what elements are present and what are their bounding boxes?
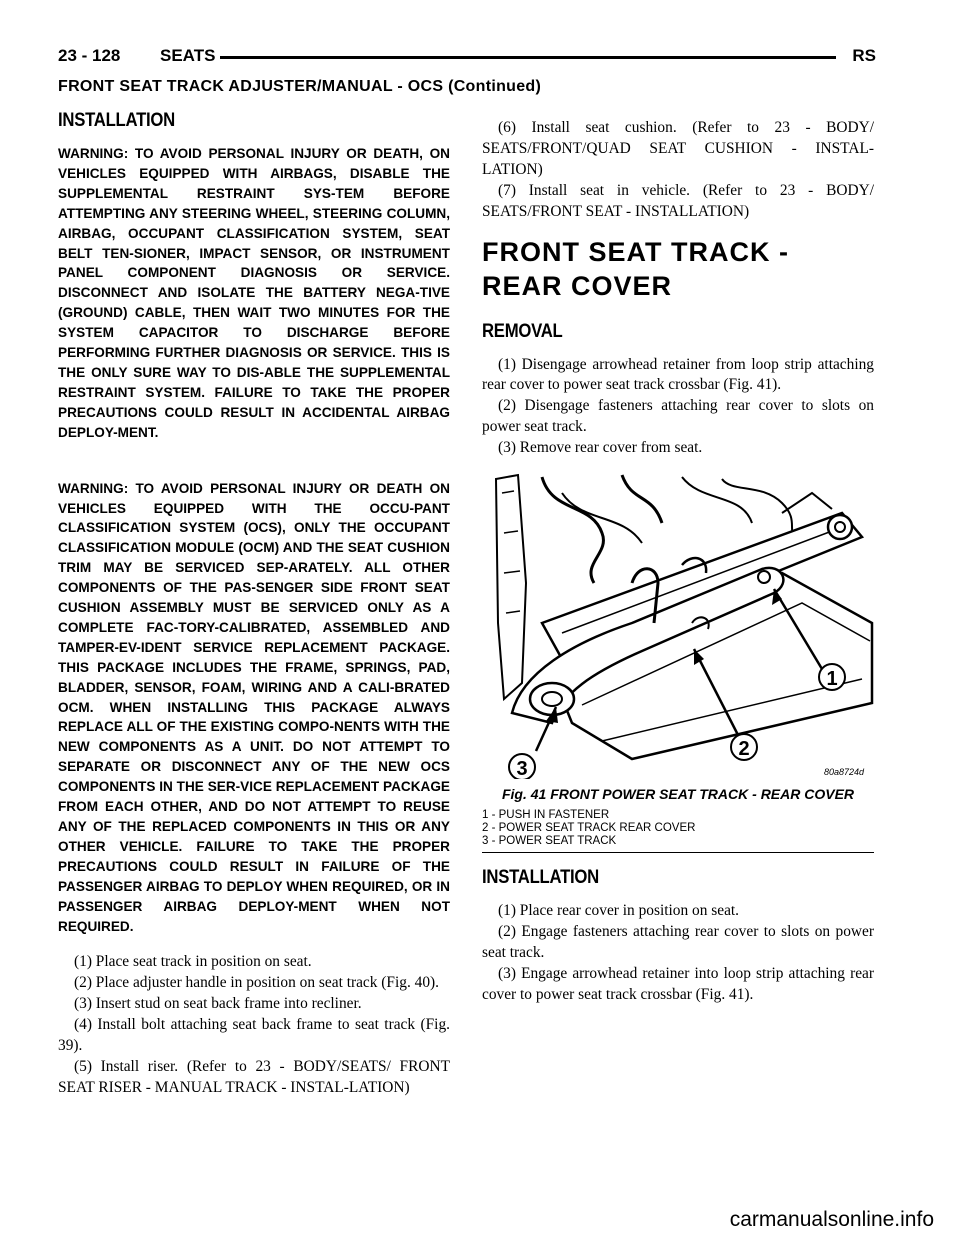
continued-title: FRONT SEAT TRACK ADJUSTER/MANUAL - OCS (Continued) xyxy=(58,78,542,95)
warning-airbag: WARNING: TO AVOID PERSONAL INJURY OR DEATH, ON VEHICLES EQUIPPED WITH AIRBAGS, DISABLE THE SUPPLEMENTAL RESTRAINT SYS-TEM BEFORE ATTEMPTING ANY STEERING WHEEL, STEERING COLUMN, AIRBAG, OCCUPANT CLASSIFICATION SYSTEM, SEAT BELT TEN-SIONER, IMPACT SENSOR, OR INSTRUMENT PANEL COMPONENT DIAGNOSIS OR SERVICE. DISCONNECT AND ISOLATE THE BATTERY NEGA-TIVE (GROUND) CABLE, THEN WAIT TWO MINUTES FOR THE SYSTEM CAPACITOR TO DISCHARGE BEFORE PERFORMING FURTHER DIAGNOSIS OR SERVICE. THIS IS THE ONLY SURE WAY TO DIS-ABLE THE SUPPLEMENTAL RESTRAINT SYSTEM. FAILURE TO TAKE THE PROPER PRECAUTIONS COULD RESULT IN ACCIDENTAL AIRBAG DEPLOY-MENT. xyxy=(58,146,450,440)
installation-heading: INSTALLATION xyxy=(58,110,175,131)
svg-text:1: 1 xyxy=(826,668,838,691)
install-step-3: (3) Insert stud on seat back frame into recliner. xyxy=(74,995,362,1013)
model-code: RS xyxy=(852,46,876,65)
warning-ocs: WARNING: TO AVOID PERSONAL INJURY OR DEATH ON VEHICLES EQUIPPED WITH THE OCCU-PANT CLASSIFICATION SYSTEM (OCS), ONLY THE OCCUPANT CLASSIFICATION MODULE (OCM) AND THE SEAT CUSHION TRIM MAY BE SERVICED SEP-ARATELY. ALL OTHER COMPONENTS OF THE PAS-SENGER SIDE FRONT SEAT CUSHION ASSEMBLY MUST BE SERVICED ONLY AS A COMPLETE FAC-TORY-CALIBRATED, ASSEMBLED AND TAMPER-EV-IDENT SERVICE REPLACEMENT PACKAGE. THIS PACKAGE INCLUDES THE FRAME, SPRINGS, PAD, BLADDER, SENSOR, FOAM, WIRING AND A CALI-BRATED OCM. WHEN INSTALLING THIS PACKAGE ALWAYS REPLACE ALL OF THE EXISTING COMPO-NENTS WITH THE NEW COMPONENTS AS A UNIT. DO NOT ATTEMPT TO SEPARATE OR DISCONNECT ANY OF THE NEW OCS COMPONENTS IN THE SER-VICE REPLACEMENT PACKAGE FROM EACH OTHER, AND DO NOT ATTEMPT TO REUSE ANY OF THE REPLACED COMPONENTS IN THIS OR ANY OTHER VEHICLE. FAILURE TO TAKE THE PROPER PRECAUTIONS COULD RESULT IN FAILURE OF THE PASSENGER AIRBAG TO DEPLOY WHEN REQUIRED, OR IN PASSENGER AIRBAG DEPLOY-MENT WHEN NOT REQUIRED. xyxy=(58,480,450,934)
left-column xyxy=(58,110,450,1099)
section-name: SEATS xyxy=(160,46,216,65)
svg-text:3: 3 xyxy=(516,758,528,780)
svg-text:2: 2 xyxy=(738,738,750,761)
page-header xyxy=(58,44,876,70)
cover-installation-heading: INSTALLATION xyxy=(482,867,599,889)
legend-item-3: 3 - POWER SEAT TRACK xyxy=(482,835,617,848)
header-rule xyxy=(220,56,836,59)
removal-heading: REMOVAL xyxy=(482,320,563,342)
figure-legend xyxy=(482,809,874,848)
figure-rule xyxy=(482,852,874,853)
removal-step-2: (2) Disengage fasteners attaching rear cover to slots on power seat track. xyxy=(482,397,874,436)
legend-item-2: 2 - POWER SEAT TRACK REAR COVER xyxy=(482,822,696,835)
callout-3 xyxy=(509,754,535,779)
section-title: FRONT SEAT TRACK - REAR COVER xyxy=(482,236,789,301)
legend-item-1: 1 - PUSH IN FASTENER xyxy=(482,809,610,822)
install-step-7: (7) Install seat in vehicle. (Refer to 23 - BODY/ SEATS/FRONT SEAT - INSTALLATION) xyxy=(482,181,874,220)
cover-install-step-3: (3) Engage arrowhead retainer into loop strip attaching rear cover to power seat track crossbar (Fig. 41). xyxy=(482,964,874,1003)
install-step-6: (6) Install seat cushion. (Refer to 23 - BODY/ SEATS/FRONT/QUAD SEAT CUSHION - INSTAL-LATION) xyxy=(482,119,874,178)
page-number: 23 - 128 xyxy=(58,46,121,65)
callout-1 xyxy=(819,664,845,690)
figure-caption: Fig. 41 FRONT POWER SEAT TRACK - REAR COVER xyxy=(501,786,855,803)
install-step-2: (2) Place adjuster handle in position on seat track (Fig. 40). xyxy=(74,974,440,992)
figure-code: 80a8724d xyxy=(823,767,864,778)
cover-install-step-2: (2) Engage fasteners attaching rear cover to slots on power seat track. xyxy=(482,922,874,961)
install-step-1: (1) Place seat track in position on seat. xyxy=(74,953,312,971)
removal-step-1: (1) Disengage arrowhead retainer from loop strip attaching rear cover to power seat track crossbar (Fig. 41). xyxy=(482,355,874,394)
right-column xyxy=(482,118,874,1006)
removal-step-3: (3) Remove rear cover from seat. xyxy=(498,439,703,457)
seat-track-illustration xyxy=(482,473,874,779)
install-step-5: (5) Install riser. (Refer to 23 - BODY/SEATS/ FRONT SEAT RISER - MANUAL TRACK - INSTAL-LATION) xyxy=(58,1057,450,1096)
callout-2 xyxy=(731,734,757,760)
watermark[interactable]: carmanualsonline.info xyxy=(729,1208,934,1231)
figure-41 xyxy=(482,473,874,779)
install-step-4: (4) Install bolt attaching seat back frame to seat track (Fig. 39). xyxy=(58,1016,450,1055)
cover-install-step-1: (1) Place rear cover in position on seat. xyxy=(498,902,740,920)
